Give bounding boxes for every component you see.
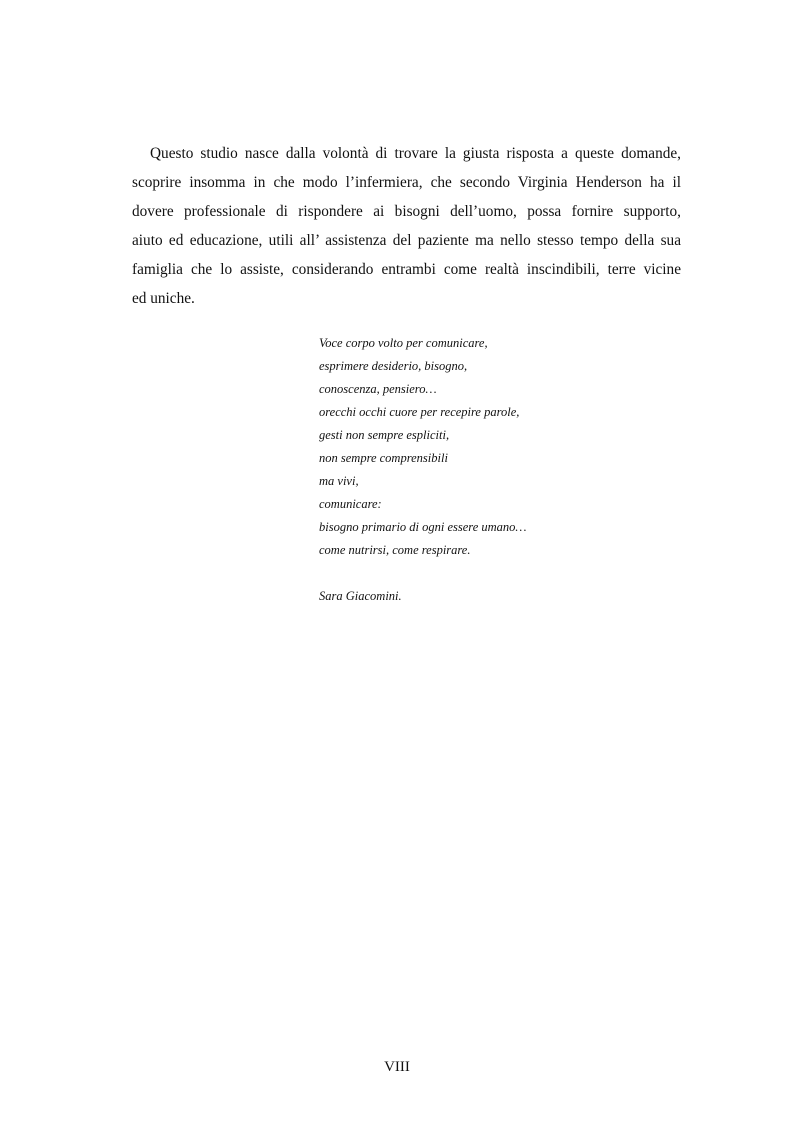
paragraph-line: ed uniche. bbox=[132, 290, 195, 307]
poem-author: Sara Giacomini. bbox=[319, 589, 402, 603]
poem-line: Voce corpo volto per comunicare, bbox=[319, 336, 488, 350]
paragraph-line: aiuto ed educazione, utili all’ assistenza del paziente ma nello stesso tempo della sua bbox=[132, 232, 681, 249]
body-paragraph bbox=[132, 139, 681, 313]
poem-line: gesti non sempre espliciti, bbox=[319, 428, 450, 442]
poem-line: comunicare: bbox=[319, 497, 382, 511]
paragraph-line: scoprire insomma in che modo l’infermiera, che secondo Virginia Henderson ha il bbox=[132, 174, 681, 191]
paragraph-line: dovere professionale di rispondere ai bisogni dell’uomo, possa fornire supporto, bbox=[132, 203, 681, 220]
page-number: VIII bbox=[384, 1059, 410, 1075]
poem-line: esprimere desiderio, bisogno, bbox=[319, 359, 468, 373]
poem-line: ma vivi, bbox=[319, 474, 359, 488]
poem-line: non sempre comprensibili bbox=[319, 451, 448, 465]
poem-line: come nutrirsi, come respirare. bbox=[319, 543, 471, 557]
paragraph-line: famiglia che lo assiste, considerando entrambi come realtà inscindibili, terre vicine bbox=[132, 261, 681, 278]
poem-line: orecchi occhi cuore per recepire parole, bbox=[319, 405, 520, 419]
paragraph-line: Questo studio nasce dalla volontà di trovare la giusta risposta a queste domande, bbox=[150, 145, 681, 162]
poem-line: conoscenza, pensiero… bbox=[319, 382, 437, 396]
poem-quote bbox=[319, 332, 527, 562]
poem-line: bisogno primario di ogni essere umano… bbox=[319, 520, 527, 534]
